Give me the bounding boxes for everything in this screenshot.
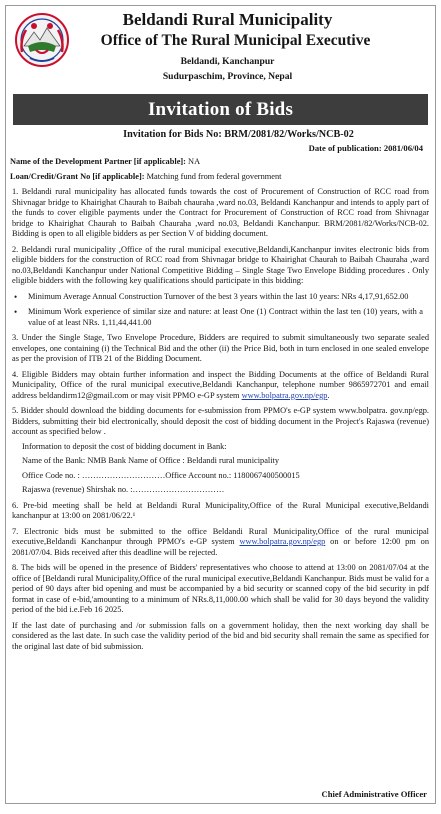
- bullet-text: Minimum Average Annual Construction Turnover of the best 3 years within the last 10 years: NRs 4,17,91,652.00: [28, 291, 409, 301]
- loan-credit: [10, 172, 431, 183]
- qualification-experience: [14, 307, 423, 328]
- paragraph-8: 8. The bids will be opened in the presence of Bidders' representatives who choose to attend at 13:00 on 2081/07/04 at the office of [Beldandi rural Municipality,Office of the rural municipal executive,Beldandi Kanchanpur. Bids must be valid for a period of 90 days after bid opening and must be accompanied by a bid security or scanned copy of the bid security in pdf format in case of e-bid,'amounting to a minimum of NRs.8,11,000.00 which shall be valid for 30 days beyond the validity period of the bid i.e.Feb 16 2025.: [12, 563, 429, 614]
- paragraph-4-end: .: [327, 390, 330, 400]
- publication-date: Date of publication: 2081/06/04: [308, 142, 423, 153]
- rajaswa-line: Rajaswa (revenue) Shirshak no. :……………………………: [22, 485, 225, 494]
- egp-link[interactable]: www.bolpatra.gov.np/egp: [241, 390, 328, 400]
- egp-link[interactable]: www.bolpatra.gov.np/egp: [239, 537, 326, 546]
- paragraph-6: 6. Pre-bid meeting shall be held at Beldandi Rural Municipality,Office of the Rural Municipal executive,Beldandi kanchanpur at 13:00 on 2081/06/22.¹: [12, 500, 429, 520]
- paragraph-7-text: 7. Electronic bids must be submitted to the office Beldandi Rural Municipality,Office of the rural municipal executive,Beldandi Kanchanpur through PPMO's e-GP system: [12, 526, 429, 546]
- loan-value: Matching fund from federal government: [144, 171, 282, 181]
- municipality-name: Beldandi Rural Municipality: [122, 10, 333, 29]
- office-location: Beldandi, Kanchanpur: [180, 56, 275, 67]
- paragraph-4-text: 4. Eligible Bidders may obtain further information and inspect the Bidding Documents at the office of Beldandi Rural Municipality, Office of the rural municipal executive,Beldandi Kanchanpur, telephone number 9865972701 and email address beldandirm12@gmail.com or may visit PPMO e-GP system: [12, 369, 429, 400]
- partner-label: Name of the Development Partner [if applicable]:: [10, 157, 186, 166]
- paragraph-3: 3. Under the Single Stage, Two Envelope Procedure, Bidders are required to submit simultaneously two separate sealed envelopes, one containing (i) the Technical Bid and the other (ii) the Price Bid, both in turn enclosed in one sealed envelope as per the provision of ITB 21 of the Bidding Document.: [12, 333, 429, 363]
- development-partner: [10, 157, 431, 168]
- bullet-text: Minimum Work experience of similar size and nature: at least One (1) Contract within the last ten (10) years, with a value of at least NRs. 1,11,44,441.00: [28, 307, 423, 327]
- bank-info-intro: Information to deposit the cost of bidding document in Bank:: [22, 441, 227, 451]
- office-code-line: Office Code no. : …………………………Office Account no.: 1180067400500015: [22, 470, 300, 480]
- notice-title: Invitation of Bids: [13, 94, 428, 125]
- partner-value: NA: [185, 157, 201, 166]
- paragraph-9: If the last date of purchasing and /or submission falls on a government holiday, then the next working day shall be considered as the last date. In such case the validity period of the bid and bid security shall remain the same as specified for the original last date of bid submission.: [12, 620, 429, 651]
- notice-body: [6, 126, 435, 652]
- signature: Chief Administrative Officer: [321, 789, 427, 799]
- paragraph-4: [12, 370, 429, 402]
- qualification-turnover: [14, 291, 423, 303]
- bullet-icon: •: [14, 291, 18, 302]
- paragraph-7: [12, 527, 429, 559]
- invitation-number: Invitation for Bids No: BRM/2081/82/Works/NCB-02: [123, 129, 354, 140]
- office-name: Office of The Rural Municipal Executive: [100, 32, 371, 49]
- office-province: Sudurpaschim, Province, Nepal: [162, 71, 293, 82]
- paragraph-5: 5. Bidder should download the bidding documents for e-submission from PPMO's e-GP system www.bolpatra. gov.np/egp. Bidders, submitting their bid electronically, should deposit the cost of bidding document in the Project's Rajaswa (revenue) account as specified below .: [12, 406, 429, 436]
- bank-name-line: Name of the Bank: NMB Bank Name of Office : Beldandi rural municipality: [22, 456, 280, 465]
- loan-label: Loan/Credit/Grant No [if applicable]:: [10, 171, 145, 181]
- paragraph-1: 1. Beldandi rural municipality has allocated funds towards the cost of Procurement of Construction of RCC road from Shivnagar bridge to Khairighat Chaurah to Baibah chauraha ,ward no.03, Beldandi Kanchanpur and intends to apply part of the funds to cover eligible payments under the Contract for Procurement of Construction of RCC road from Shivnagar bridge to Khairighat Chaurah to Baibah Chauraha ,ward no.03, Beldandi Kanchanpur. BRM/2081/82/Works/NCB-02. Bidding is open to all eligible bidders as per Section V of bidding document.: [12, 187, 429, 238]
- bullet-icon: •: [14, 307, 18, 317]
- paragraph-7-end: on or before 12:00 pm on 2081/07/04. Bids received after this deadline will be rejected.: [12, 537, 429, 557]
- bid-notice: [5, 5, 436, 804]
- paragraph-2: 2. Beldandi rural municipality ,Office of the rural municipal executive,Beldandi,Kanchanpur invites electronic bids from eligible bidders for the construction of RCC road from Shivnagar bridge to Khairighat Chaurah to Baibah Chauraha ,ward no.03,Beldandi Kanchanpur under National Competitive Bidding – Single Stage Two Envelope Bidding procedures . Only eligible bidders with the following key qualifications should participate in this bidding:: [12, 244, 429, 285]
- header: [6, 6, 435, 94]
